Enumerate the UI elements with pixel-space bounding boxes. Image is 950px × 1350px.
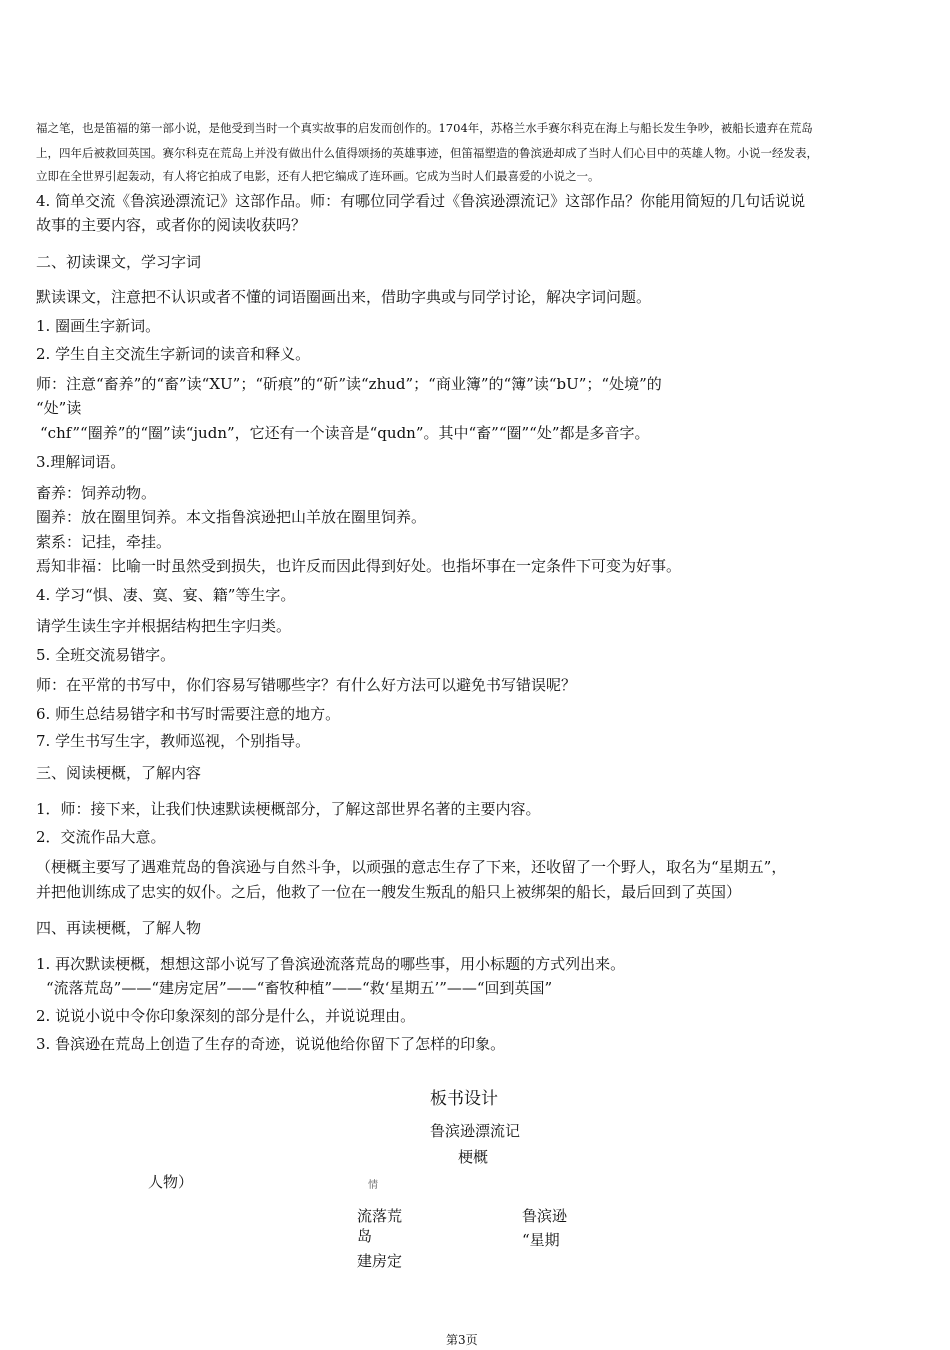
definition-2: 圈养：放在圈里饲养。本文指鲁滨逊把山羊放在圈里饲养。 xyxy=(36,508,427,526)
intro-line-2: 上，四年后被救回英国。赛尔科克在荒岛上并没有做出什么值得颂扬的英雄事迹，但笛福塑造的鲁滨逊却成了当时人们心目中的英雄人物。小说一经发表， xyxy=(36,146,818,160)
board-book-title: 鲁滨逊漂流记 xyxy=(430,1122,521,1140)
item-4-line-1: 4. 简单交流《鲁滨逊漂流记》这部作品。师：有哪位同学看过《鲁滨逊漂流记》这部作品？你能用简短的几句话说说 xyxy=(36,192,806,210)
board-left-3: 建房定 xyxy=(357,1252,403,1270)
definition-1: 畜养：饲养动物。 xyxy=(36,484,157,502)
s3-item-2: 2．交流作品大意。 xyxy=(36,828,166,846)
section-2-title: 二、初读课文，学习字词 xyxy=(36,253,202,271)
s2-item-1: 1. 圈画生字新词。 xyxy=(36,317,161,335)
s4-item-3: 3. 鲁滨逊在荒岛上创造了生存的奇迹，说说他给你留下了怎样的印象。 xyxy=(36,1035,506,1053)
section-3-title: 三、阅读梗概，了解内容 xyxy=(36,764,202,782)
summary-line-1: （梗概主要写了遇难荒岛的鲁滨逊与自然斗争，以顽强的意志生存了下来，还收留了一个野人，取名为“星期五”， xyxy=(36,858,787,876)
s2-item-5-detail: 师：在平常的书写中，你们容易写错哪些字？有什么好方法可以避免书写错误呢？ xyxy=(36,676,577,694)
summary-line-2: 并把他训练成了忠实的奴仆。之后，他救了一位在一艘发生叛乱的船只上被绑架的船长，最后回到了英国） xyxy=(36,883,742,901)
board-summary: 梗概 xyxy=(458,1148,489,1166)
board-character: 人物） xyxy=(148,1173,194,1191)
s2-item-4-detail: 请学生读生字并根据结构把生字归类。 xyxy=(36,617,292,635)
s2-item-4: 4. 学习“惧、凄、寞、宴、籍”等生字。 xyxy=(36,586,296,604)
s4-item-1: 1. 再次默读梗概，想想这部小说写了鲁滨逊流落荒岛的哪些事，用小标题的方式列出来。 xyxy=(36,955,626,973)
s3-item-1: 1．师：接下来，让我们快速默读梗概部分，了解这部世界名著的主要内容。 xyxy=(36,800,541,818)
s2-item-2: 2. 学生自主交流生字新词的读音和释义。 xyxy=(36,345,311,363)
s2-item-3: 3.理解词语。 xyxy=(36,453,126,471)
s2-item-5: 5. 全班交流易错字。 xyxy=(36,646,176,664)
board-right-2: “星期 xyxy=(522,1231,560,1249)
teacher-note-line-2: “处”读 xyxy=(36,399,82,417)
teacher-note-line-1: 师：注意“畜养”的“畜”读“XU”；“斫痕”的“斫”读“zhud”；“商业簿”的“簿”读“bU”；“处境”的 xyxy=(36,375,662,393)
s2-item-6: 6. 师生总结易错字和书写时需要注意的地方。 xyxy=(36,705,341,723)
board-left-2: 岛 xyxy=(357,1227,373,1245)
s4-item-2: 2. 说说小说中令你印象深刻的部分是什么，并说说理由。 xyxy=(36,1007,416,1025)
s4-item-1-titles: “流落荒岛”——“建房定居”——“畜牧种植”——“救‘星期五’”——“回到英国” xyxy=(46,979,553,997)
page-number: 第3页 xyxy=(446,1333,478,1347)
section-4-title: 四、再读梗概，了解人物 xyxy=(36,919,202,937)
intro-line-1: 福之笔，也是笛福的第一部小说，是他受到当时一个真实故事的启发而创作的。1704年，苏格兰水手赛尔科克在海上与船长发生争吵，被船长遗弃在荒岛 xyxy=(36,121,813,135)
board-left-1: 流落荒 xyxy=(357,1207,403,1225)
board-title: 板书设计 xyxy=(430,1089,498,1109)
teacher-note-line-3: “chf”“圈养”的“圈”读“judn”，它还有一个读音是“qudn”。其中“畜”“圈”“处”都是多音字。 xyxy=(40,424,650,442)
definition-4: 焉知非福：比喻一时虽然受到损失，也许反而因此得到好处。也指坏事在一定条件下可变为好事。 xyxy=(36,557,682,575)
section-2-intro: 默读课文，注意把不认识或者不懂的词语圈画出来，借助字典或与同学讨论，解决字词问题。 xyxy=(36,288,652,306)
board-right-1: 鲁滨逊 xyxy=(522,1207,568,1225)
definition-3: 萦系：记挂，牵挂。 xyxy=(36,533,172,551)
board-mark: 情 xyxy=(368,1180,378,1191)
item-4-line-2: 故事的主要内容，或者你的阅读收获吗？ xyxy=(36,216,307,234)
s2-item-7: 7. 学生书写生字，教师巡视，个别指导。 xyxy=(36,732,311,750)
intro-line-3: 立即在全世界引起轰动，有人将它拍成了电影，还有人把它编成了连环画。它成为当时人们最喜爱的小说之一。 xyxy=(36,169,600,183)
